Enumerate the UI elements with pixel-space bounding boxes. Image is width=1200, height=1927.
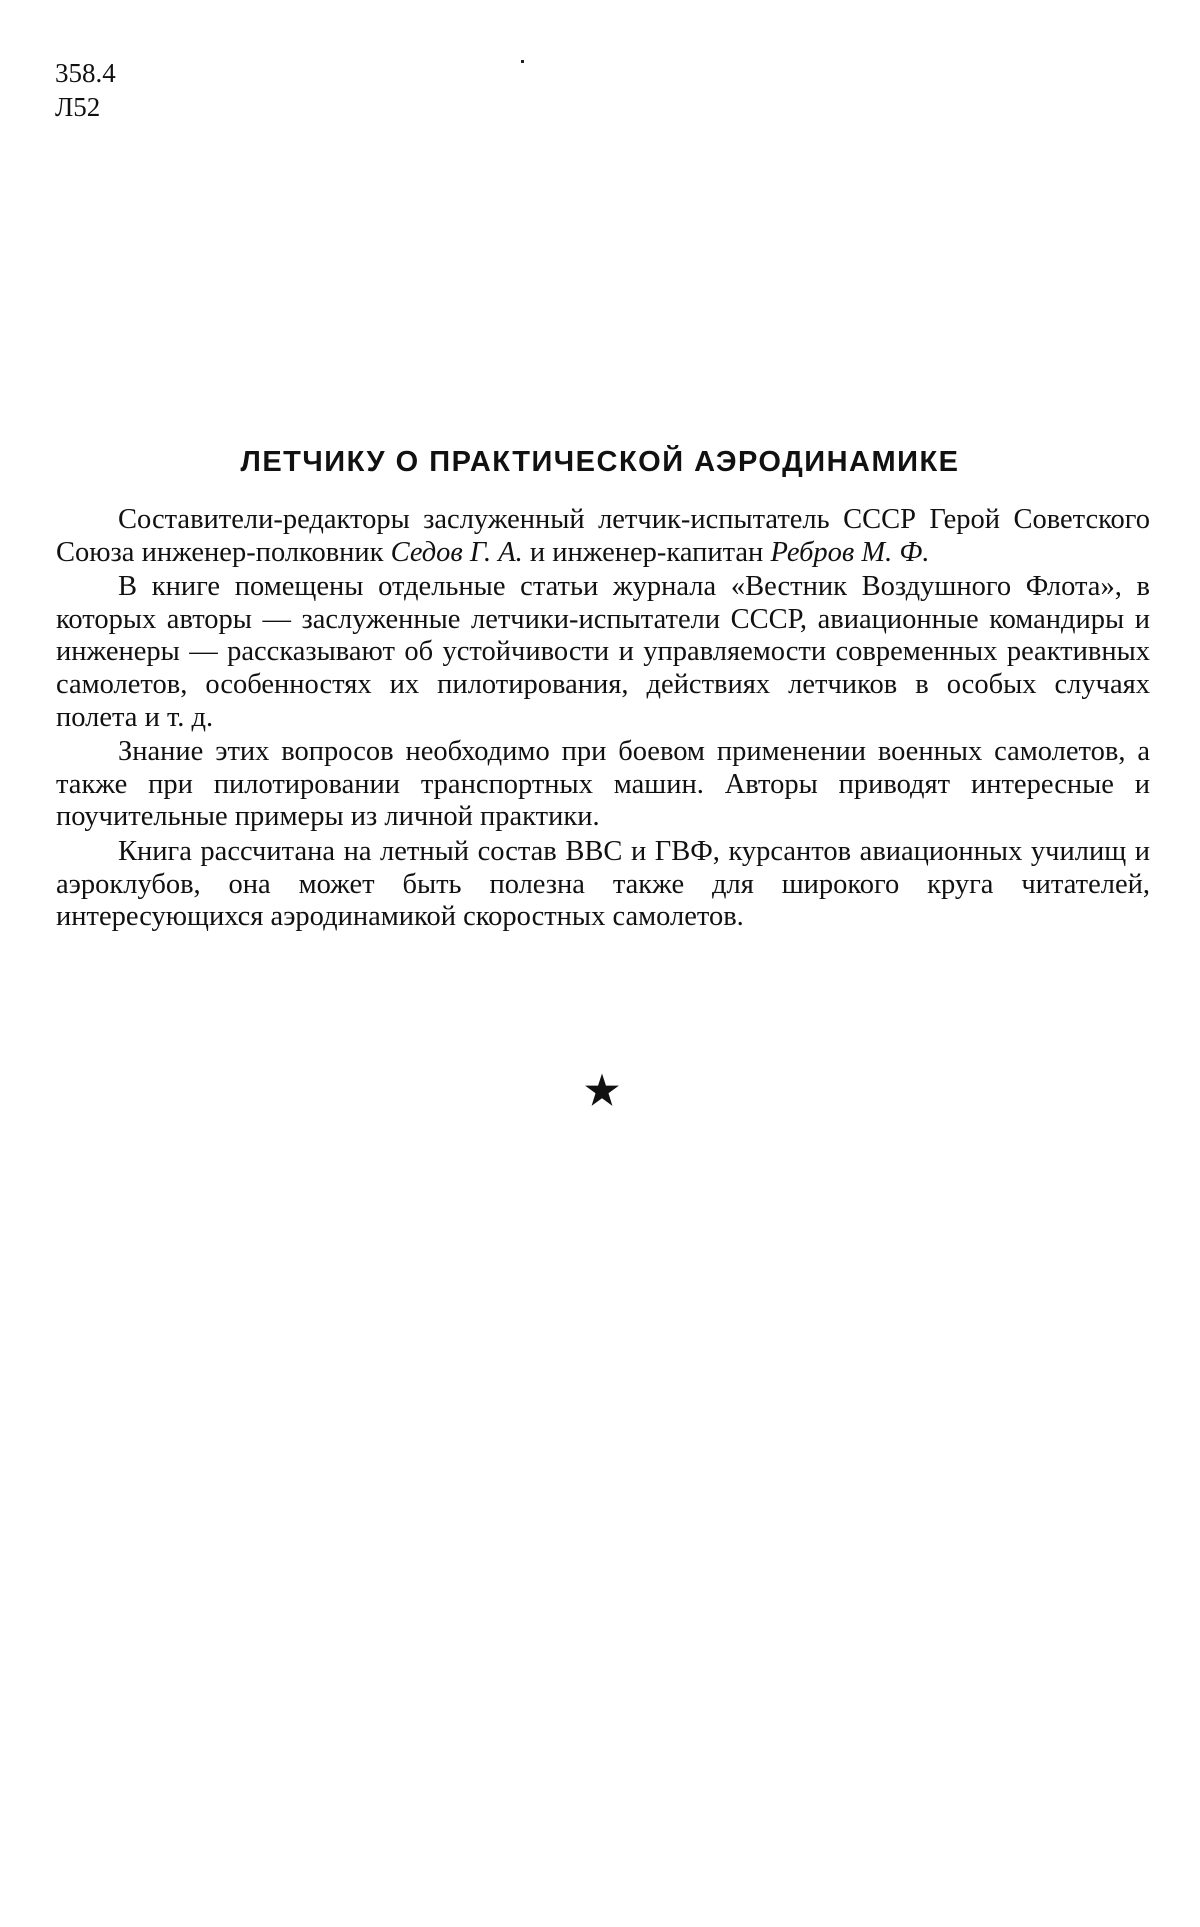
catalog-author-mark: Л52 (55, 92, 101, 122)
editor-name-1: Седов Г. А. (390, 536, 523, 568)
print-speck (521, 60, 524, 63)
catalog-code: 358.4 (55, 58, 116, 88)
star-icon (584, 1072, 620, 1108)
editors-paragraph (56, 504, 1150, 569)
audience-paragraph: Книга рассчитана на летный состав ВВС и ГВФ, курсантов авиационных училищ и аэроклубов, она может быть полезна также для широкого круга читателей, интересующихся аэродинамикой скоростных самолетов. (56, 835, 1150, 933)
catalog-index (55, 56, 116, 124)
editor-name-2: Ребров М. Ф. (770, 536, 930, 568)
editors-text-1: Составители-редакторы заслуженный летчик-испытатель СССР Герой Советского Союза инженер-полковник (56, 504, 1150, 568)
content-paragraph: В книге помещены отдельные статьи журнала «Вестник Воздушного Флота», в которых авторы — заслуженные летчики-испытатели СССР, авиационные командиры и инженеры — рассказывают об устойчивости и управляемости современных реактивных самолетов, особенностях их пилотирования, действиях летчиков в особых случаях полета и т. д. (56, 571, 1150, 733)
annotation-text (56, 504, 1150, 934)
book-title: ЛЕТЧИКУ О ПРАКТИЧЕСКОЙ АЭРОДИНАМИКЕ (240, 446, 960, 478)
editors-text-2: и инженер-капитан (522, 536, 771, 568)
importance-paragraph: Знание этих вопросов необходимо при боевом применении военных самолетов, а также при пилотировании транспортных машин. Авторы приводят интересные и поучительные примеры из личной практики. (56, 736, 1150, 833)
